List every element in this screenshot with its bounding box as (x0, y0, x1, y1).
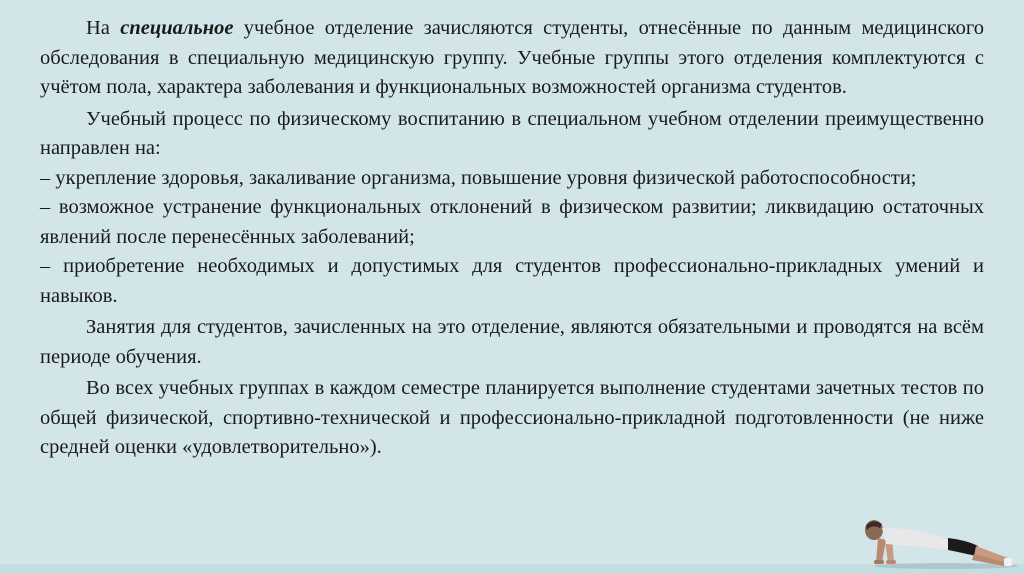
list-item: – приобретение необходимых и допустимых для студентов профессионально-прикладных умений и навыков. (40, 255, 984, 307)
emphasis-text: специальное (120, 17, 234, 39)
list-item: – укрепление здоровья, закаливание организма, повышение уровня физической работоспособности; (40, 166, 917, 189)
slide-text (40, 14, 984, 463)
paragraph-mandatory-classes: Занятия для студентов, зачисленных на это отделение, являются обязательными и проводятся на всём периоде обучения. (40, 316, 984, 368)
paragraph-text: учебное отделение зачисляются студенты, отнесённые по данным медицинского обследования в специальную медицинскую группу. Учебные группы этого отделения комплектуются с учётом пола, характера заболевания и функциональных возможностей организма студентов. (40, 17, 984, 98)
paragraph-learning-process: Учебный процесс по физическому воспитанию в специальном учебном отделении преимущественно направлен на: (40, 107, 984, 159)
paragraph-special-department (40, 14, 984, 103)
pushup-figure-icon (858, 514, 1018, 570)
paragraph-tests: Во всех учебных группах в каждом семестре планируется выполнение студентами зачетных тестов по общей физической, спортивно-технической и профессионально-прикладной подготовленности (не ниже средней оценки «удовлетворительно»). (40, 377, 984, 458)
list-item: – возможное устранение функциональных отклонений в физическом развитии; ликвидацию остаточных явлений после перенесённых заболеваний; (40, 196, 984, 248)
paragraph-text: На (86, 17, 121, 39)
